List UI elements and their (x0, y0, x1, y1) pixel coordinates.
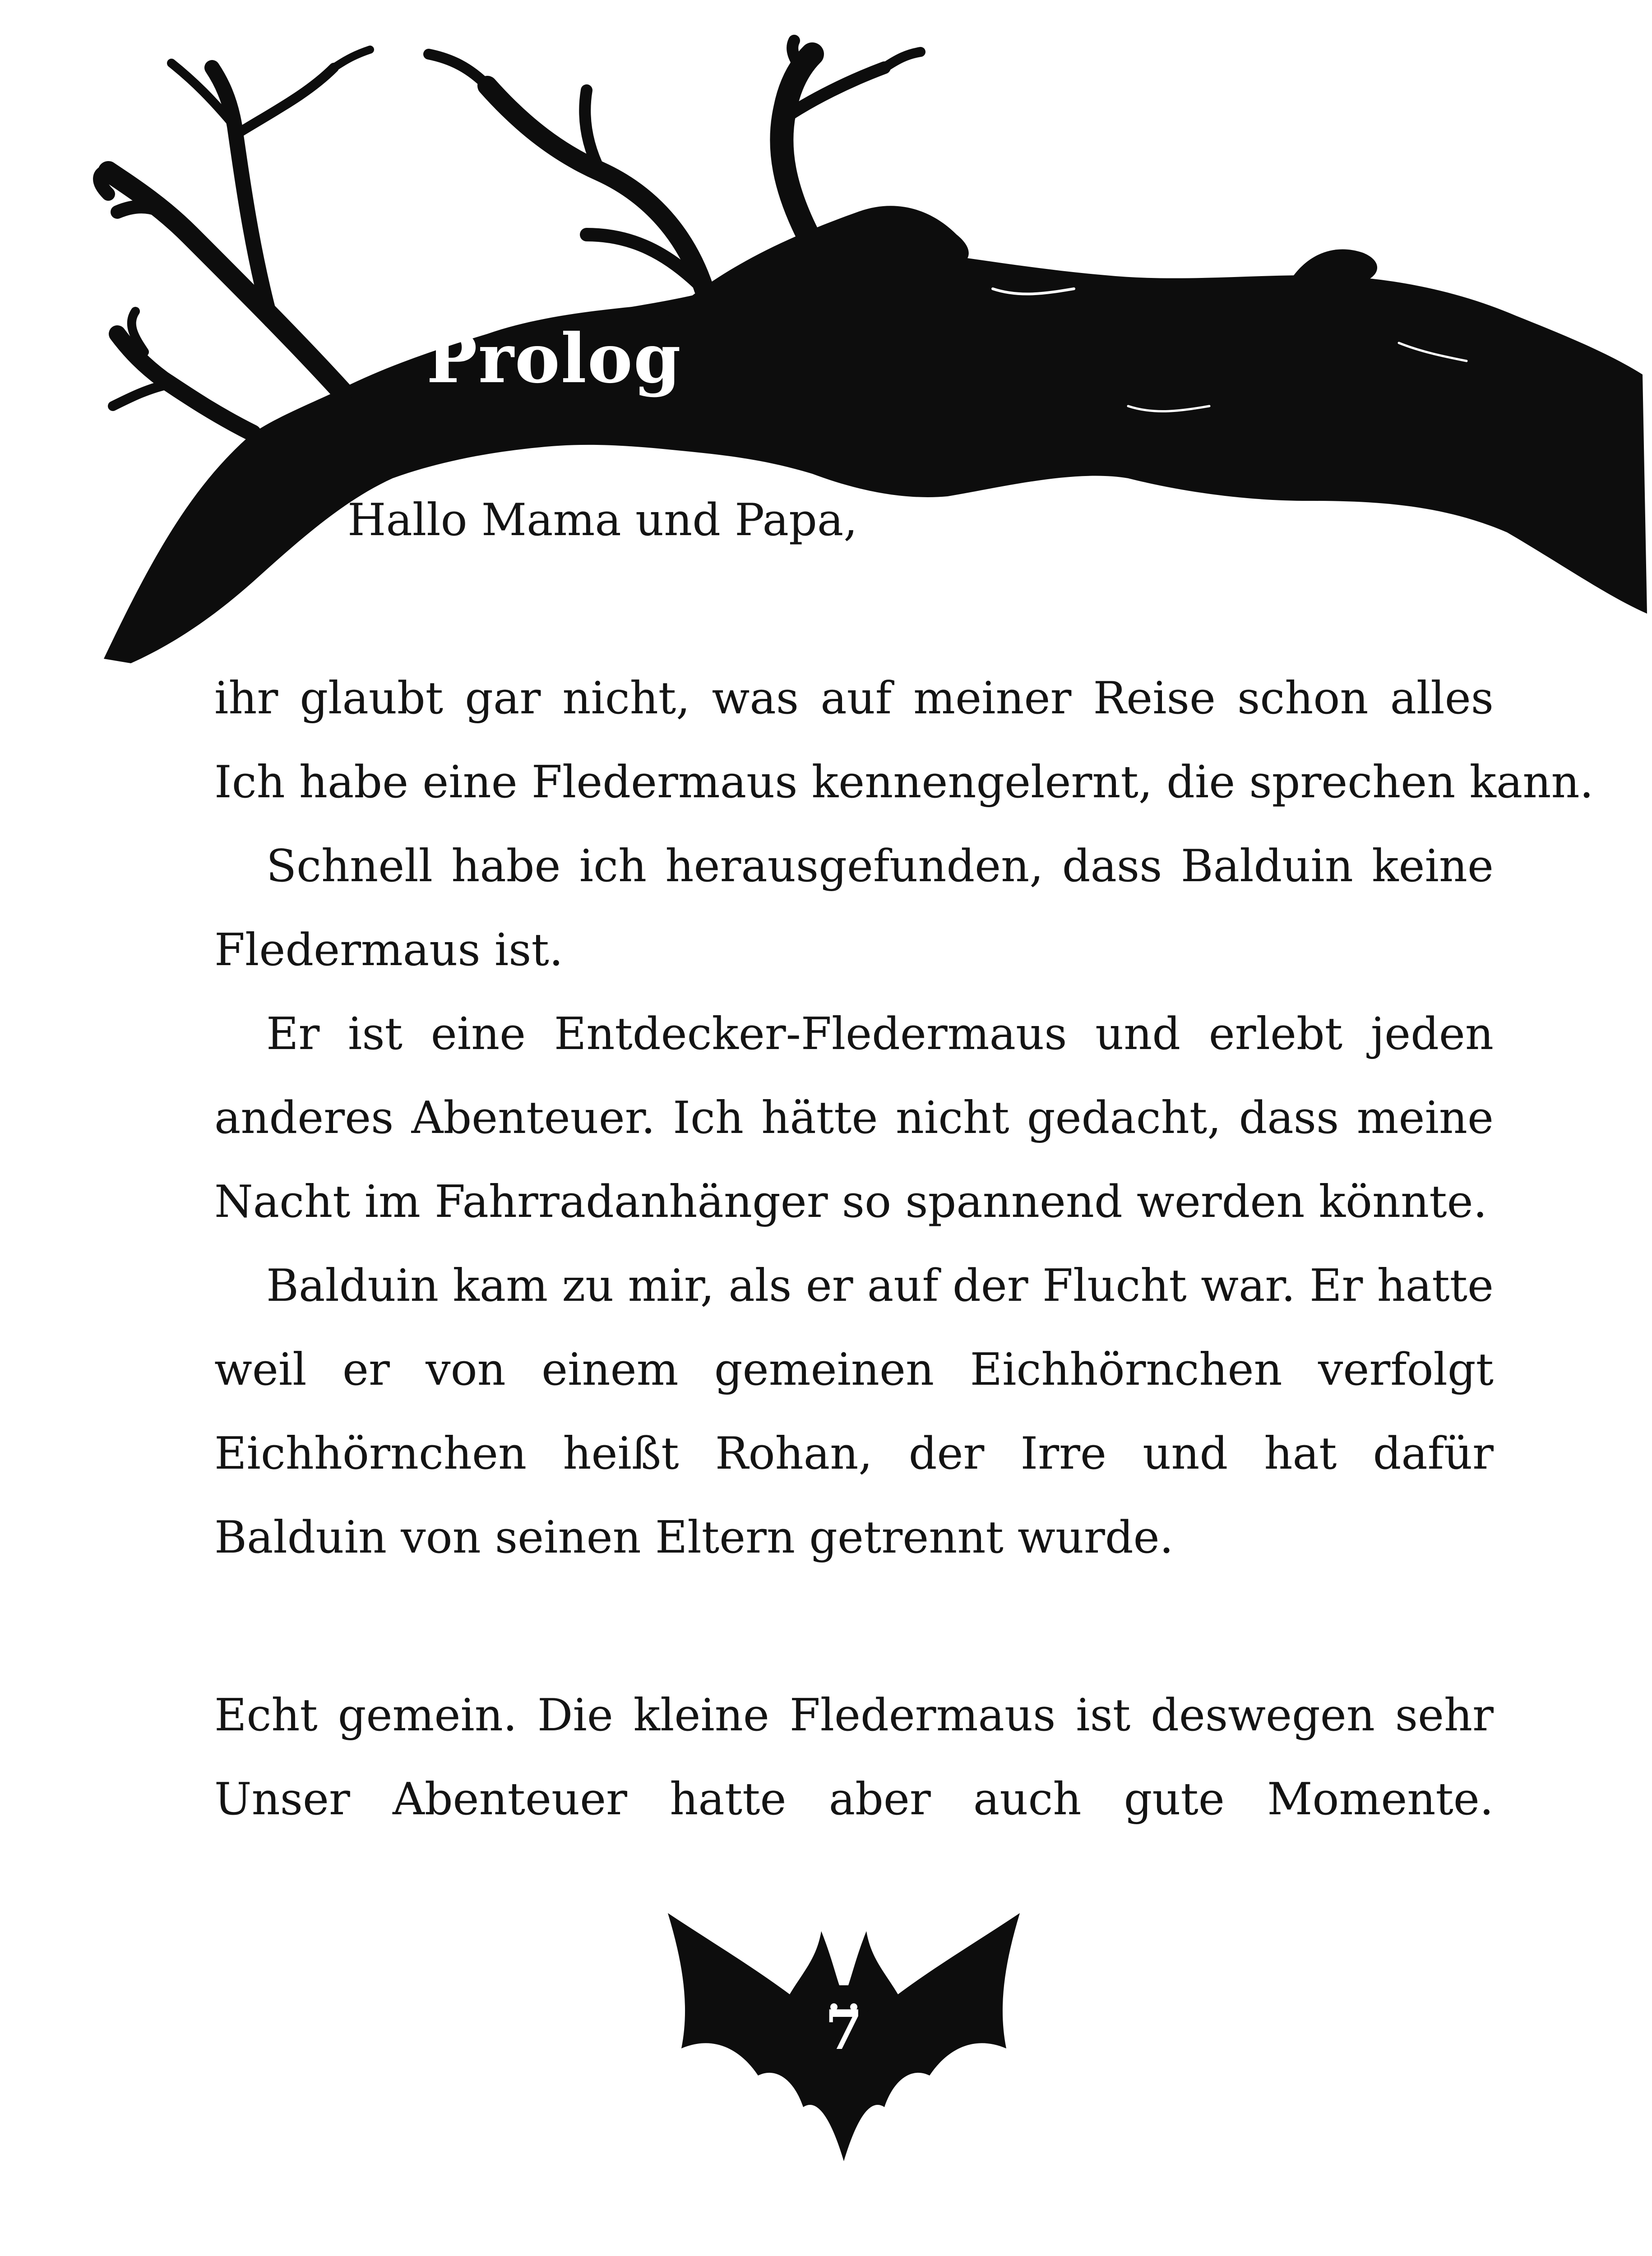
text-line: Ich habe eine Fledermaus kennengelernt, die sprechen kann. (214, 757, 1594, 808)
text-line: Echt gemein. Die kleine Fledermaus ist deswegen sehr (214, 1690, 1494, 1741)
text-line: Fledermaus ist. (214, 925, 563, 976)
text-line: anderes Abenteuer. Ich hätte nicht gedacht, dass meine (214, 1092, 1494, 1144)
letter-greeting: Hallo Mama und Papa, (347, 495, 858, 546)
chapter-title: Prolog (426, 319, 682, 398)
text-line: Unser Abenteuer hatte aber auch gute Momente. (214, 1774, 1494, 1825)
tree-branch-illustration (0, 0, 1652, 668)
text-line: Nacht im Fahrradanhänger so spannend werden könnte. (214, 1176, 1487, 1228)
page-number: 7 (825, 1998, 863, 2062)
letter-body (214, 656, 1594, 1841)
paragraph-gap (214, 1580, 1494, 1674)
text-line: ihr glaubt gar nicht, was auf meiner Reise schon alles (214, 673, 1494, 724)
text-line: Balduin von seinen Eltern getrennt wurde. (214, 1512, 1174, 1563)
text-line: weil er von einem gemeinen Eichhörnchen verfolgt (214, 1344, 1494, 1396)
text-line: Er ist eine Entdecker-Fledermaus und erlebt jeden (266, 1008, 1494, 1060)
text-line: Schnell habe ich herausgefunden, dass Balduin keine (266, 841, 1494, 892)
text-line: Eichhörnchen heißt Rohan, der Irre und hat dafür (214, 1428, 1494, 1479)
text-line: Balduin kam zu mir, als er auf der Flucht war. Er hatte (266, 1260, 1494, 1312)
